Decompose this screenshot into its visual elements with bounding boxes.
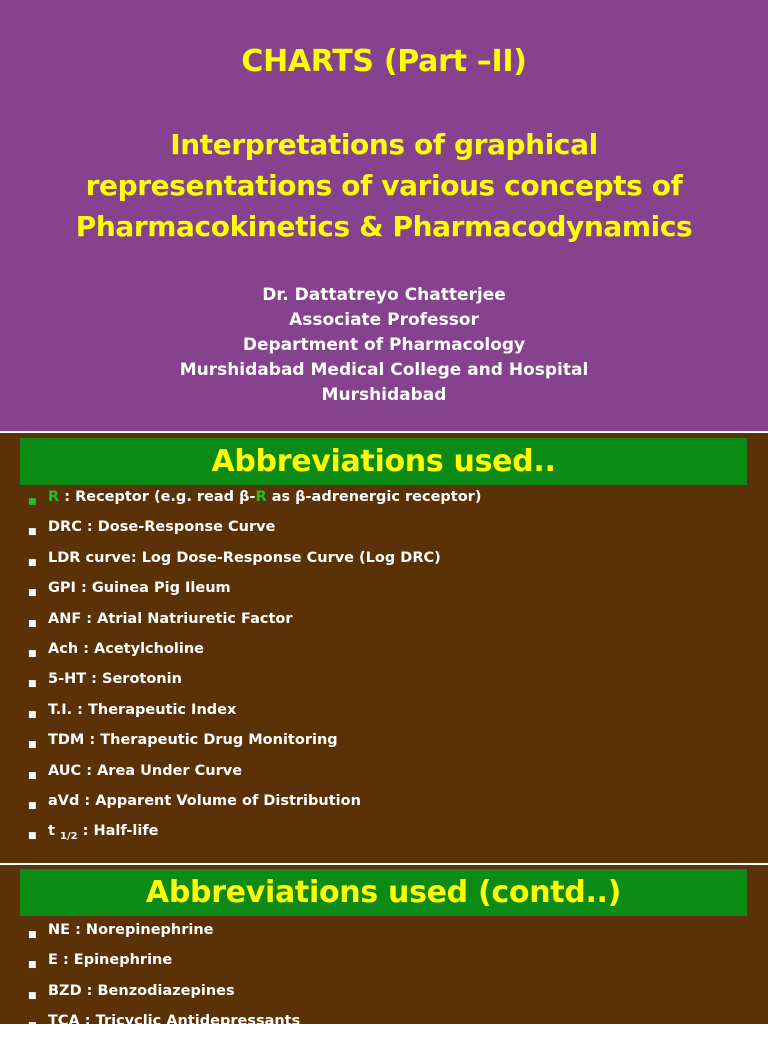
list-item-text: : Receptor (e.g. read β- xyxy=(59,489,256,505)
square-bullet-icon: ■ xyxy=(28,618,37,629)
list-item-text: TDM : Therapeutic Drug Monitoring xyxy=(48,732,338,749)
list-item xyxy=(28,700,481,730)
slide-subtitle xyxy=(0,124,768,247)
half-life-subscript: 1/2 xyxy=(59,831,78,843)
subtitle-line: representations of various concepts of xyxy=(85,169,683,202)
list-item-text: GPI : Guinea Pig Ileum xyxy=(48,580,231,597)
abbreviations-contd-slide xyxy=(0,865,768,1032)
author-department: Department of Pharmacology xyxy=(242,335,526,355)
author-position: Associate Professor xyxy=(289,310,479,330)
square-bullet-icon: ■ xyxy=(28,648,37,659)
receptor-symbol: R xyxy=(48,489,60,505)
square-bullet-icon: ■ xyxy=(28,1021,37,1032)
list-item-text: ANF : Atrial Natriuretic Factor xyxy=(48,610,293,627)
list-item-text: TCA : Tricyclic Antidepressants xyxy=(48,1013,301,1030)
list-item xyxy=(28,578,481,608)
receptor-symbol: R xyxy=(255,489,267,505)
square-bullet-icon: ■ xyxy=(28,990,37,1001)
slide-heading: Abbreviations used (contd..) xyxy=(20,869,747,916)
list-item-text: Ach : Acetylcholine xyxy=(48,640,205,657)
list-item xyxy=(28,669,481,699)
square-bullet-icon: ■ xyxy=(28,740,37,751)
square-bullet-icon: ■ xyxy=(28,679,37,690)
title-slide xyxy=(0,0,768,431)
author-block xyxy=(0,283,768,408)
abbreviation-list xyxy=(28,920,300,1042)
list-item-text: AUC : Area Under Curve xyxy=(48,762,243,779)
square-bullet-icon: ■ xyxy=(28,930,37,940)
square-bullet-icon: ■ xyxy=(28,770,37,781)
list-item-text: LDR curve: Log Dose-Response Curve (Log DRC) xyxy=(48,549,441,566)
slide-title: CHARTS (Part –II) xyxy=(241,44,527,79)
author-name: Dr. Dattatreyo Chatterjee xyxy=(262,285,506,305)
subtitle-line: Pharmacokinetics & Pharmacodynamics xyxy=(75,210,693,243)
square-bullet-icon: ■ xyxy=(28,831,37,842)
list-item xyxy=(28,609,481,639)
list-item xyxy=(28,821,481,851)
list-item xyxy=(28,1011,300,1041)
square-bullet-icon: ■ xyxy=(28,800,37,811)
list-item-text: as β-adrenergic receptor) xyxy=(266,489,482,505)
square-bullet-icon: ■ xyxy=(28,497,37,507)
abbreviation-list xyxy=(28,487,481,852)
list-item-text: 5-HT : Serotonin xyxy=(48,671,182,688)
square-bullet-icon: ■ xyxy=(28,557,37,568)
subtitle-line: Interpretations of graphical xyxy=(170,128,598,161)
abbreviations-slide xyxy=(0,433,768,863)
list-item xyxy=(28,548,481,578)
list-item xyxy=(28,981,300,1011)
list-item-text: BZD : Benzodiazepines xyxy=(48,982,235,999)
list-item-text: aVd : Apparent Volume of Distribution xyxy=(48,792,361,809)
list-item-text: T.I. : Therapeutic Index xyxy=(48,701,237,718)
list-item-text: NE : Norepinephrine xyxy=(48,922,214,938)
list-item-text: : Half-life xyxy=(77,823,159,840)
list-item xyxy=(28,487,481,517)
list-item xyxy=(28,950,300,980)
square-bullet-icon: ■ xyxy=(28,527,37,538)
list-item xyxy=(28,791,481,821)
square-bullet-icon: ■ xyxy=(28,960,37,971)
author-city: Murshidabad xyxy=(321,385,447,405)
slide-heading: Abbreviations used.. xyxy=(20,438,747,485)
author-institution: Murshidabad Medical College and Hospital xyxy=(179,360,589,380)
square-bullet-icon: ■ xyxy=(28,588,37,599)
list-item xyxy=(28,517,481,547)
half-life-symbol: t xyxy=(48,823,60,840)
list-item-text: E : Epinephrine xyxy=(48,952,173,969)
square-bullet-icon: ■ xyxy=(28,709,37,720)
list-item-text: DRC : Dose-Response Curve xyxy=(48,519,276,536)
list-item xyxy=(28,639,481,669)
list-item xyxy=(28,920,300,950)
list-item xyxy=(28,761,481,791)
list-item xyxy=(28,730,481,760)
